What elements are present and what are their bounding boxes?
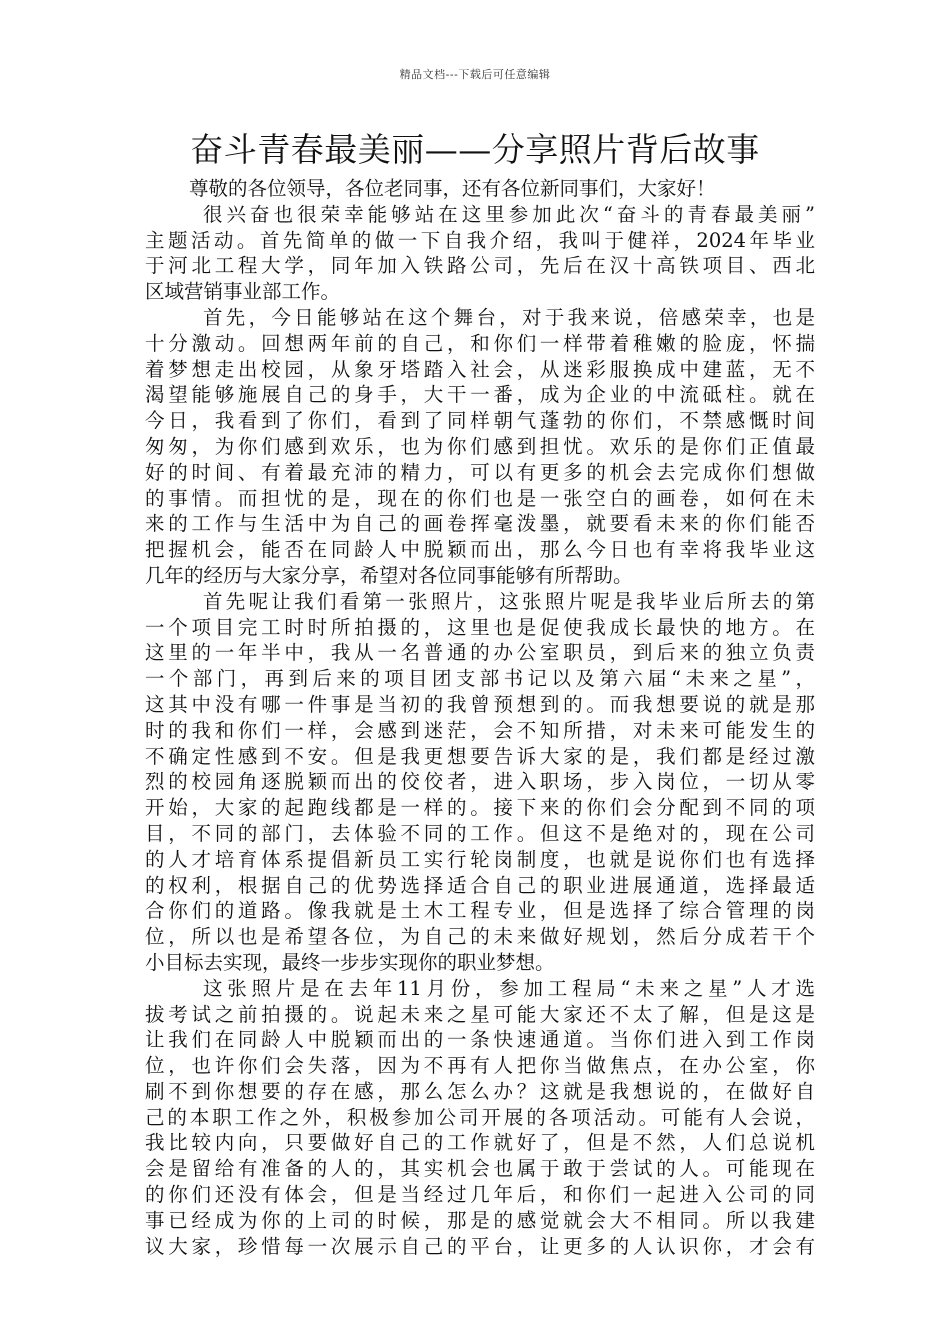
paragraph-line: 这其中没有哪一件事是当初的我曾预想到的。而我想要说的就是那 — [145, 692, 815, 716]
paragraph-line: 开始，大家的起跑线都是一样的。接下来的你们会分配到不同的项 — [145, 796, 815, 820]
paragraph-line: 来的工作与生活中为自己的画卷挥毫泼墨，就要看未来的你们能否 — [145, 512, 815, 536]
paragraph-line: 刷不到你想要的存在感，那么怎么办？这就是我想说的，在做好自 — [145, 1079, 815, 1103]
paragraph-line: 首先，今日能够站在这个舞台，对于我来说，倍感荣幸，也是 — [203, 305, 815, 329]
paragraph-line: 的事情。而担忧的是，现在的你们也是一张空白的画卷，如何在未 — [145, 486, 815, 510]
paragraph-line: 目，不同的部门，去体验不同的工作。但这不是绝对的，现在公司 — [145, 821, 815, 845]
document-title: 奋斗青春最美丽——分享照片背后故事 — [190, 130, 760, 169]
paragraph-line: 让我们在同龄人中脱颖而出的一条快速通道。当你们进入到工作岗 — [145, 1028, 815, 1052]
paragraph-line: 位，也许你们会失落，因为不再有人把你当做焦点，在办公室，你 — [145, 1054, 815, 1078]
paragraph-line: 这里的一年半中，我从一名普通的办公室职员，到后来的独立负责 — [145, 641, 815, 665]
paragraph-line: 首先呢让我们看第一张照片，这张照片呢是我毕业后所去的第 — [203, 589, 815, 613]
header-note: 精品文档---下载后可任意编辑 — [399, 68, 551, 81]
paragraph-line: 拔考试之前拍摄的。说起未来之星可能大家还不太了解，但是这是 — [145, 1002, 815, 1026]
paragraph-line: 事已经成为你的上司的时候，那是的感觉就会大不相同。所以我建 — [145, 1208, 815, 1232]
paragraph-line: 渴望能够施展自己的身手，大干一番，成为企业的中流砥柱。就在 — [145, 383, 815, 407]
paragraph-line: 一个项目完工时时所拍摄的，这里也是促使我成长最快的地方。在 — [145, 615, 815, 639]
paragraph — [145, 305, 815, 589]
paragraph-line: 己的本职工作之外，积极参加公司开展的各项活动。可能有人会说， — [145, 1105, 815, 1129]
paragraph-line: 的人才培育体系提倡新员工实行轮岗制度，也就是说你们也有选择 — [145, 847, 815, 871]
paragraph-line: 会是留给有准备的人的，其实机会也属于敢于尝试的人。可能现在 — [145, 1157, 815, 1181]
paragraph-line: 于河北工程大学，同年加入铁路公司，先后在汉十高铁项目、西北 — [145, 254, 815, 278]
paragraph-line: 主题活动。首先简单的做一下自我介绍，我叫于健祥，2024年毕业 — [145, 228, 815, 252]
document-body — [145, 176, 815, 1259]
paragraph-line: 小目标去实现，最终一步步实现你的职业梦想。 — [145, 950, 555, 974]
paragraph-line: 好的时间、有着最充沛的精力，可以有更多的机会去完成你们想做 — [145, 460, 815, 484]
paragraph — [145, 202, 815, 305]
paragraph-line: 一个部门，再到后来的项目团支部书记以及第六届“未来之星”， — [145, 667, 815, 691]
paragraphs-container — [145, 202, 815, 1260]
paragraph-line: 的权利，根据自己的优势选择适合自己的职业进展通道，选择最适 — [145, 873, 815, 897]
paragraph-line: 很兴奋也很荣幸能够站在这里参加此次“奋斗的青春最美丽” — [203, 202, 815, 226]
paragraph-line: 今日，我看到了你们，看到了同样朝气蓬勃的你们，不禁感慨时间 — [145, 409, 815, 433]
greeting-line: 尊敬的各位领导，各位老同事，还有各位新同事们，大家好！ — [189, 177, 716, 200]
paragraph — [145, 976, 815, 1260]
paragraph-line: 合你们的道路。像我就是土木工程专业，但是选择了综合管理的岗 — [145, 899, 815, 923]
paragraph-line: 把握机会，能否在同龄人中脱颖而出，那么今日也有幸将我毕业这 — [145, 538, 815, 562]
paragraph-line: 几年的经历与大家分享，希望对各位同事能够有所帮助。 — [145, 563, 633, 587]
paragraph-line: 议大家，珍惜每一次展示自己的平台，让更多的人认识你，才会有 — [145, 1234, 815, 1258]
paragraph-line: 我比较内向，只要做好自己的工作就好了，但是不然，人们总说机 — [145, 1131, 815, 1155]
paragraph-line: 匆匆，为你们感到欢乐，也为你们感到担忧。欢乐的是你们正值最 — [145, 434, 815, 458]
paragraph-line: 区域营销事业部工作。 — [145, 280, 341, 304]
paragraph-line: 不确定性感到不安。但是我更想要告诉大家的是，我们都是经过激 — [145, 744, 815, 768]
paragraph-line: 十分激动。回想两年前的自己，和你们一样带着稚嫩的脸庞，怀揣 — [145, 331, 815, 355]
paragraph — [145, 589, 815, 976]
paragraph-line: 位，所以也是希望各位，为自己的未来做好规划，然后分成若干个 — [145, 925, 815, 949]
paragraph-line: 着梦想走出校园，从象牙塔踏入社会，从迷彩服换成中建蓝，无不 — [145, 357, 815, 381]
paragraph-line: 的你们还没有体会，但是当经过几年后，和你们一起进入公司的同 — [145, 1183, 815, 1207]
paragraph-line: 这张照片是在去年11月份，参加工程局“未来之星”人才选 — [203, 976, 815, 1000]
paragraph-line: 时的我和你们一样，会感到迷茫，会不知所措，对未来可能发生的 — [145, 718, 815, 742]
paragraph-line: 烈的校园角逐脱颖而出的佼佼者，进入职场，步入岗位，一切从零 — [145, 770, 815, 794]
